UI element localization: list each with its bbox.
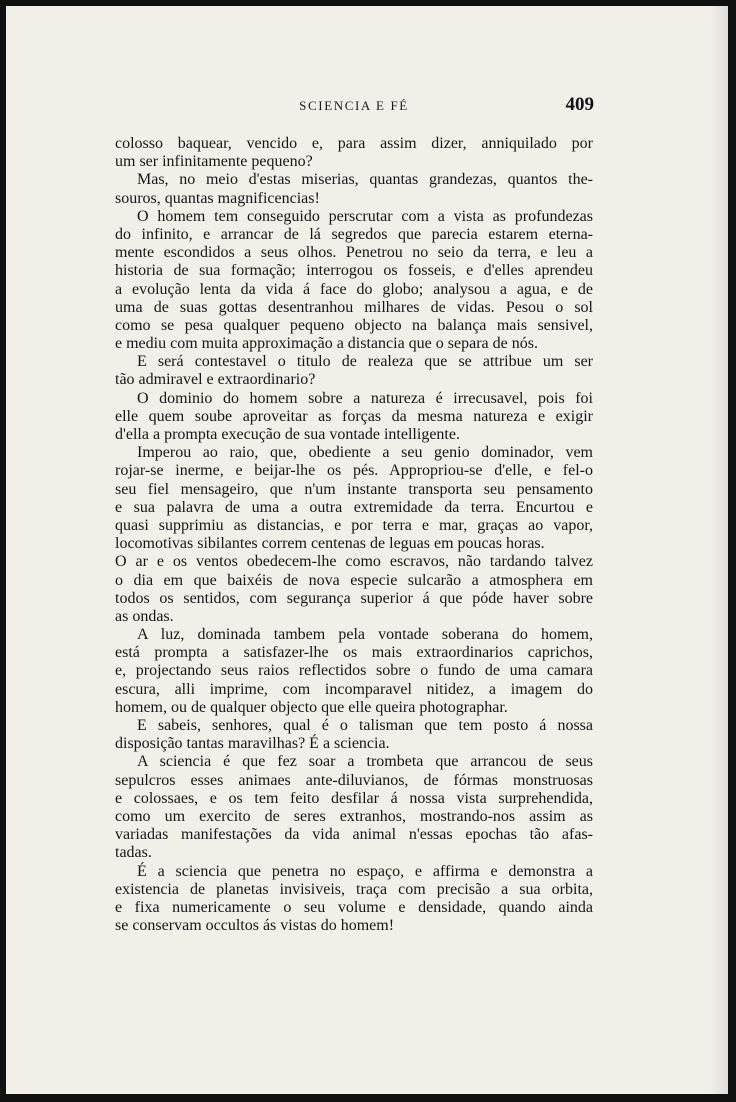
- text-line: está prompta a satisfazer-lhe os mais extraordinarios caprichos,: [115, 644, 593, 662]
- text-line: e sua palavra de uma a outra extremidade da terra. Encurtou e: [115, 498, 593, 516]
- text-line: disposição tantas maravilhas? É a sciencia.: [115, 735, 390, 753]
- text-line: as ondas.: [115, 607, 174, 625]
- text-line: um ser infinitamente pequeno?: [115, 153, 313, 171]
- text-line: como se pesa qualquer pequeno objecto na balança mais sensivel,: [115, 316, 593, 334]
- text-line: A sciencia é que fez soar a trombeta que arrancou de seus: [137, 753, 593, 771]
- text-line: sepulcros esses animaes ante-diluvianos, de fórmas monstruosas: [115, 771, 593, 789]
- text-line: e, projectando seus raios reflectidos sobre o fundo de uma camara: [115, 662, 593, 680]
- text-line: e mediu com muita approximação a distancia que o separa de nós.: [115, 335, 538, 353]
- text-line: como um exercito de seres extranhos, mostrando-nos assim as: [115, 807, 593, 825]
- text-line: quasi supprimiu as distancias, e por terra e mar, graças ao vapor,: [115, 516, 593, 534]
- text-line: e fixa numericamente o seu volume e densidade, quando ainda: [115, 898, 593, 916]
- text-line: homem, ou de qualquer objecto que elle queira photographar.: [115, 698, 508, 716]
- text-line: colosso baquear, vencido e, para assim dizer, anniquilado por: [115, 135, 593, 152]
- text-line: seu fiel mensageiro, que n'um instante transporta seu pensamento: [115, 480, 593, 498]
- text-line: uma de suas gottas desentranhou milhares de vidas. Pesou o sol: [115, 298, 593, 316]
- text-line: Imperou ao raio, que, obediente a seu genio dominador, vem: [137, 444, 593, 462]
- text-line: elle quem soube aproveitar as forças da mesma natureza e exigir: [115, 407, 593, 425]
- text-line: E sabeis, senhores, qual é o talisman que tem posto á nossa: [137, 717, 593, 734]
- page-edge-shadow: [710, 6, 728, 1094]
- text-line: se conservam occultos ás vistas do homem!: [115, 917, 395, 935]
- text-line: todos os sentidos, com segurança superior á que póde haver sobre: [115, 589, 593, 607]
- text-line: O homem tem conseguido perscrutar com a vista as profundezas: [137, 207, 593, 225]
- text-line: rojar-se inerme, e beijar-lhe os pés. Appropriou-se d'elle, e fel-o: [115, 462, 593, 480]
- text-line: a evolução lenta da vida á face do globo; analysou a agua, e de: [115, 280, 593, 298]
- text-line: O ar e os ventos obedecem-lhe como escravos, não tardando talvez: [115, 553, 593, 571]
- text-line: mente escondidos a seus olhos. Penetrou no seio da terra, e leu a: [115, 244, 593, 262]
- text-line: A luz, dominada tambem pela vontade soberana do homem,: [137, 626, 593, 644]
- text-line: locomotivas sibilantes correm centenas de leguas em poucas horas.: [115, 535, 545, 553]
- running-title: SCIENCIA E FÉ: [299, 98, 409, 113]
- text-line: tão admiravel e extraordinario?: [115, 371, 316, 389]
- text-line: variadas manifestações da vida animal n'essas epochas tão afas-: [115, 826, 593, 844]
- text-line: o dia em que baixéis de nova especie sulcarão a atmosphera em: [115, 571, 593, 589]
- page-number: 409: [565, 94, 594, 115]
- text-line: souros, quantas magnificencias!: [115, 189, 320, 207]
- text-line: d'ella a prompta execução de sua vontade intelligente.: [115, 426, 460, 443]
- scanned-page: [6, 6, 728, 1094]
- text-line: É a sciencia que penetra no espaço, e affirma e demonstra a: [137, 862, 593, 880]
- text-line: historia de sua formação; interrogou os fosseis, e d'elles aprendeu: [115, 262, 593, 280]
- text-line: tadas.: [115, 844, 152, 862]
- text-body: [115, 135, 593, 935]
- running-head: [114, 94, 594, 120]
- text-line: do infinito, e arrancar de lá segredos que parecia estarem eterna-: [115, 225, 593, 243]
- text-line: e colossaes, e os tem feito desfilar á nossa vista surprehendida,: [115, 789, 593, 807]
- text-line: Mas, no meio d'estas miserias, quantas grandezas, quantos the-: [137, 171, 593, 189]
- text-line: existencia de planetas invisiveis, traça com precisão a sua orbita,: [115, 880, 593, 898]
- text-line: O dominio do homem sobre a natureza é irrecusavel, pois foi: [137, 389, 593, 407]
- text-line: escura, alli imprime, com incomparavel nitidez, a imagem do: [115, 680, 593, 698]
- text-line: E será contestavel o titulo de realeza que se attribue um ser: [137, 353, 593, 371]
